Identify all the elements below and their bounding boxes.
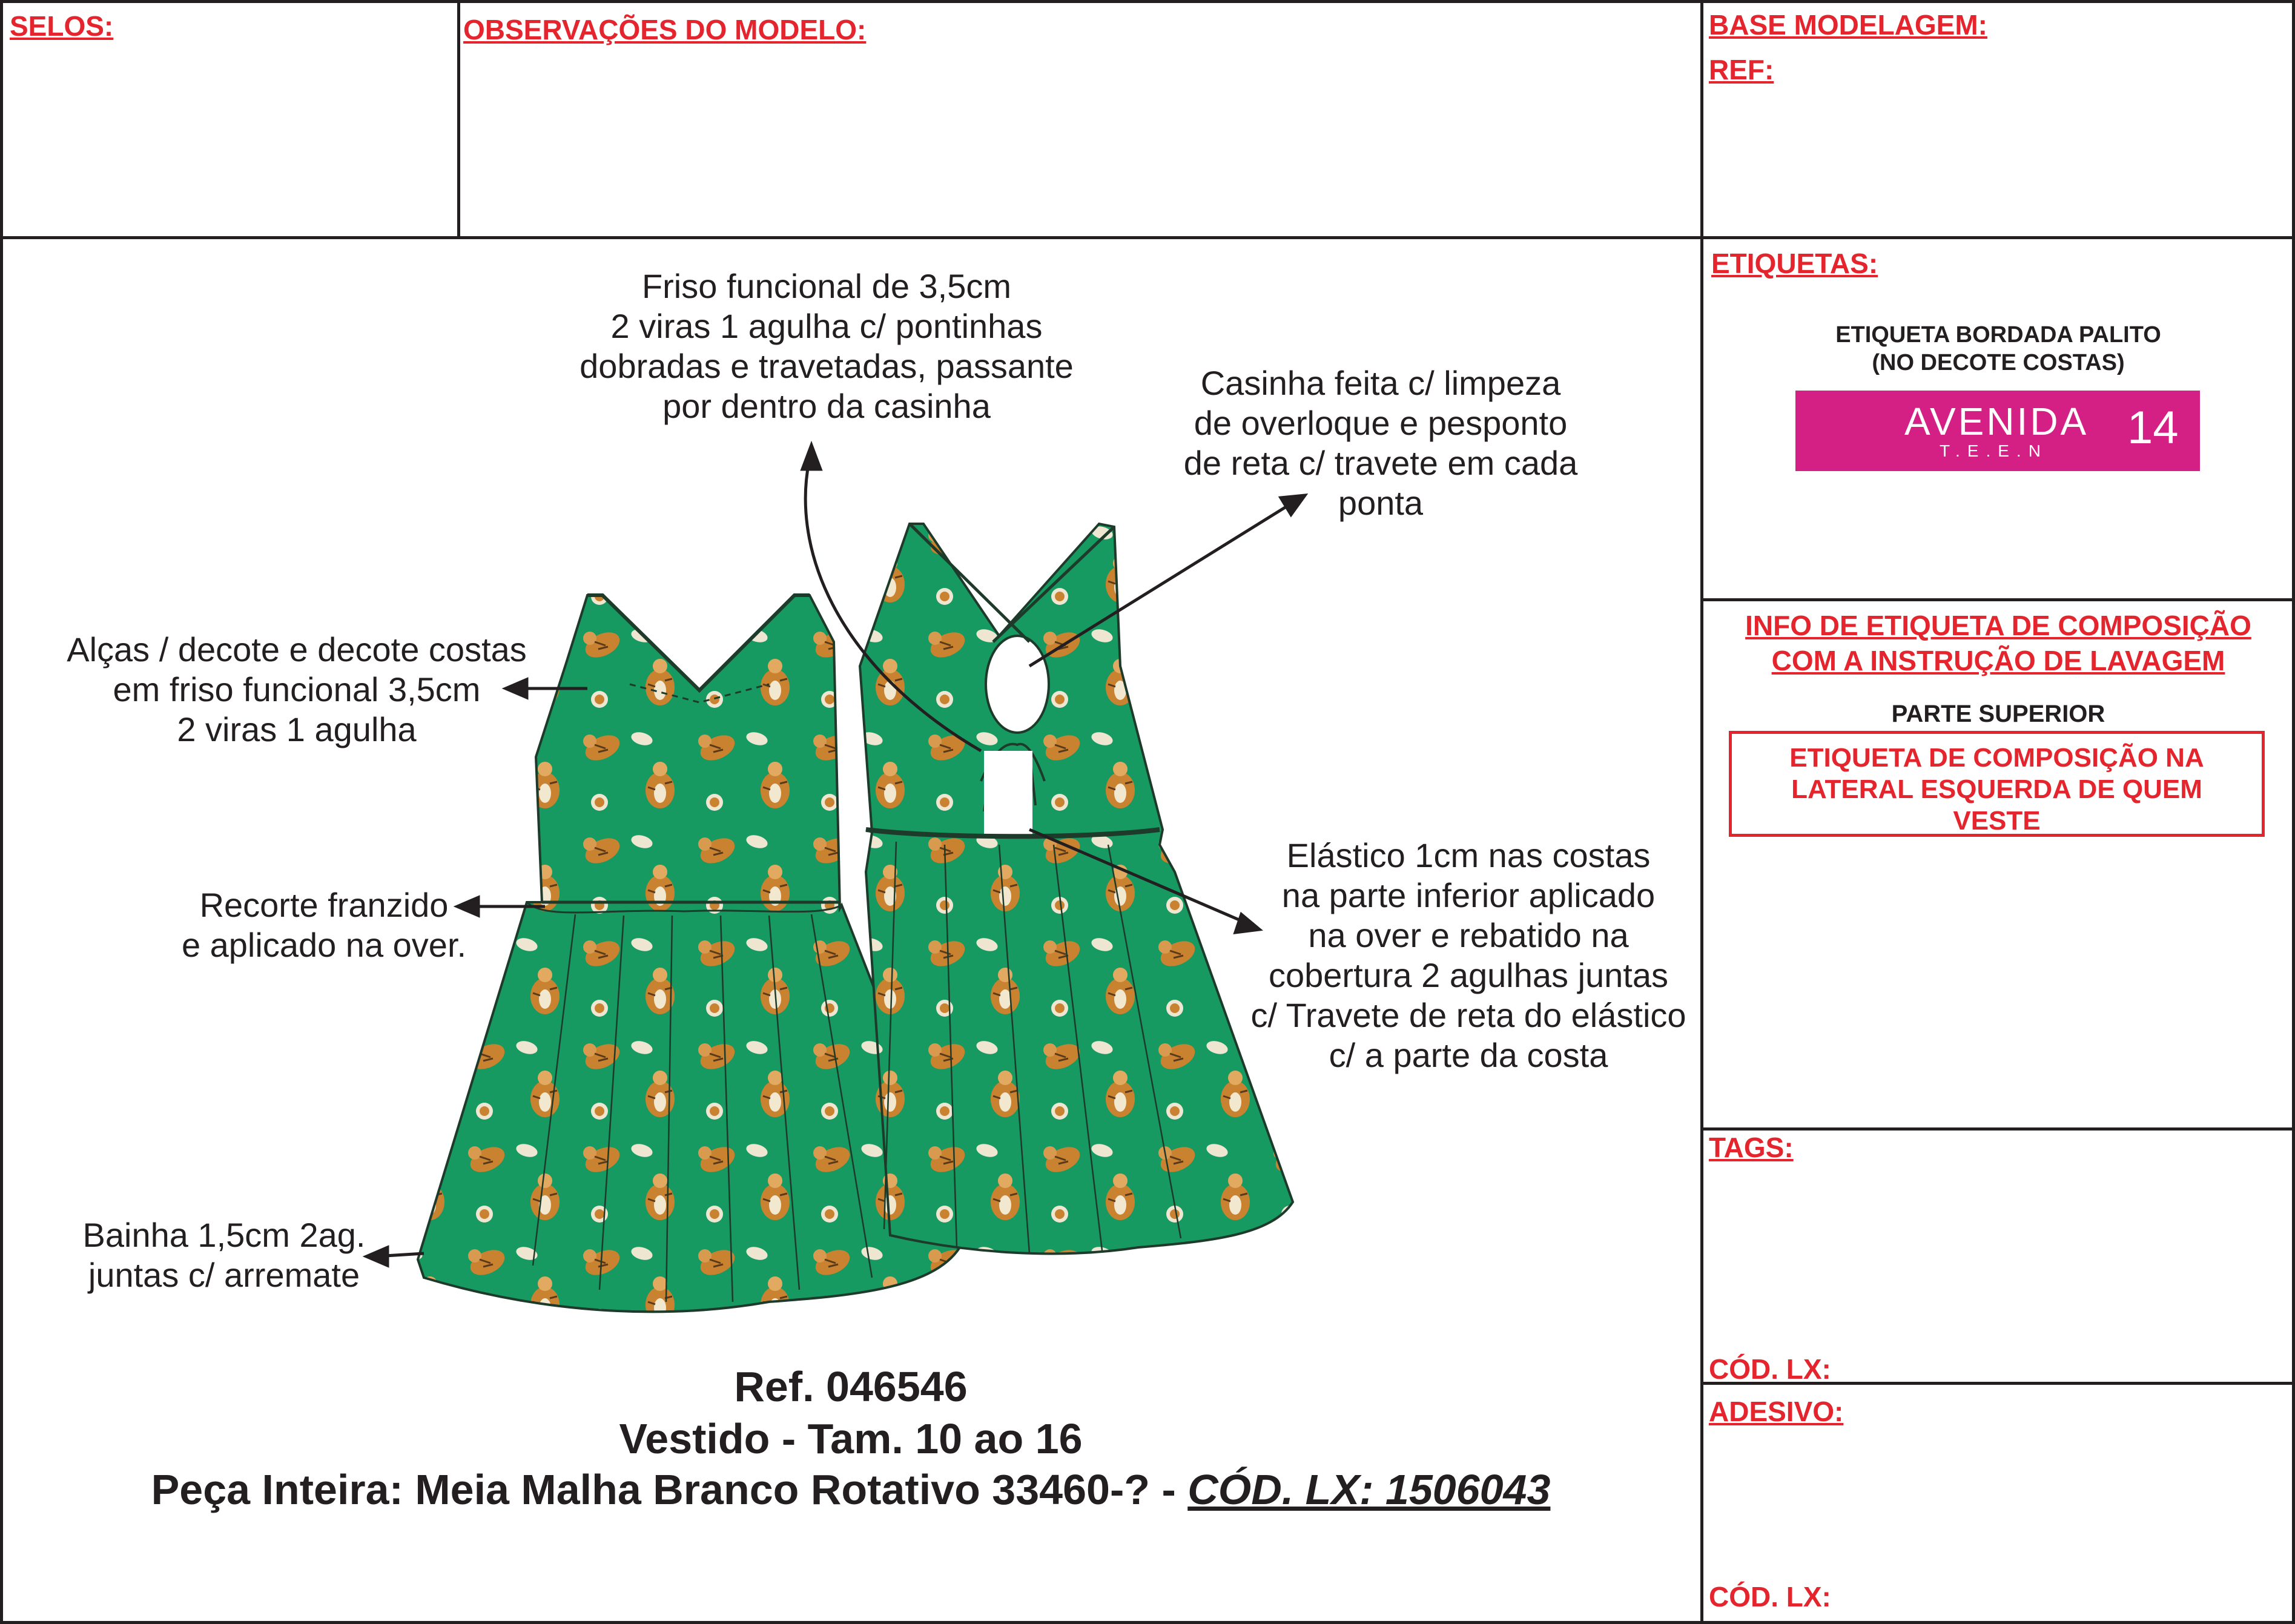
ref-label: REF: <box>1709 54 1774 85</box>
cod-lx-label-1: CÓD. LX: <box>1709 1353 1831 1385</box>
info-divider <box>1702 1127 2295 1131</box>
brand-name: AVENIDA <box>1904 400 2089 443</box>
dress-back <box>860 524 1293 1253</box>
composicao-text: ETIQUETA DE COMPOSIÇÃO NA LATERAL ESQUERDA DE QUEM VESTE <box>1789 743 2204 836</box>
brand-sub: T.E.E.N <box>1940 441 2048 460</box>
annotation-recorte: Recorte franzido e aplicado na over. <box>181 886 467 964</box>
etiqueta-description: ETIQUETA BORDADA PALITO (NO DECOTE COSTAS) <box>1835 322 2161 375</box>
fabric-line <box>0 1465 1702 1514</box>
cod-lx-label-2: CÓD. LX: <box>1709 1581 1831 1612</box>
ref-title: Ref. 046546 <box>734 1363 968 1410</box>
base-modelagem-label: BASE MODELAGEM: <box>1709 9 1987 41</box>
fabric-description: Peça Inteira: Meia Malha Branco Rotativo 33460-? - <box>151 1466 1188 1513</box>
annotation-elastico: Elástico 1cm nas costas na parte inferior aplicado na over e rebatido na cobertura 2 agulhas juntas c/ Travete de reta do elástico c/ a parte da costa <box>1250 836 1686 1074</box>
observacoes-label: OBSERVAÇÕES DO MODELO: <box>463 14 867 45</box>
parte-superior-label: PARTE SUPERIOR <box>1891 701 2105 727</box>
brand-number: 14 <box>2127 402 2179 454</box>
annotation-friso: Friso funcional de 3,5cm 2 viras 1 agulha c/ pontinhas dobradas e travetadas, passante por dentro da casinha <box>580 267 1074 425</box>
annotation-bainha: Bainha 1,5cm 2ag. juntas c/ arremate <box>82 1216 366 1294</box>
info-composicao-title: INFO DE ETIQUETA DE COMPOSIÇÃO COM A INSTRUÇÃO DE LAVAGEM <box>1745 610 2251 676</box>
etiquetas-label: ETIQUETAS: <box>1711 248 1878 279</box>
selos-label: SELOS: <box>10 10 114 42</box>
adesivo-label: ADESIVO: <box>1709 1396 1844 1427</box>
tags-label: TAGS: <box>1709 1132 1794 1163</box>
annotation-casinha: Casinha feita c/ limpeza de overloque e pesponto de reta c/ travete em cada ponta <box>1183 364 1578 522</box>
annotation-alcas: Alças / decote e decote costas em friso funcional 3,5cm 2 viras 1 agulha <box>67 630 527 748</box>
fabric-cod-lx: CÓD. LX: 1506043 <box>1187 1466 1551 1513</box>
etiquetas-divider <box>1702 598 2295 601</box>
product-title: Vestido - Tam. 10 ao 16 <box>619 1415 1083 1462</box>
brand-label-avenida <box>1795 391 2200 471</box>
